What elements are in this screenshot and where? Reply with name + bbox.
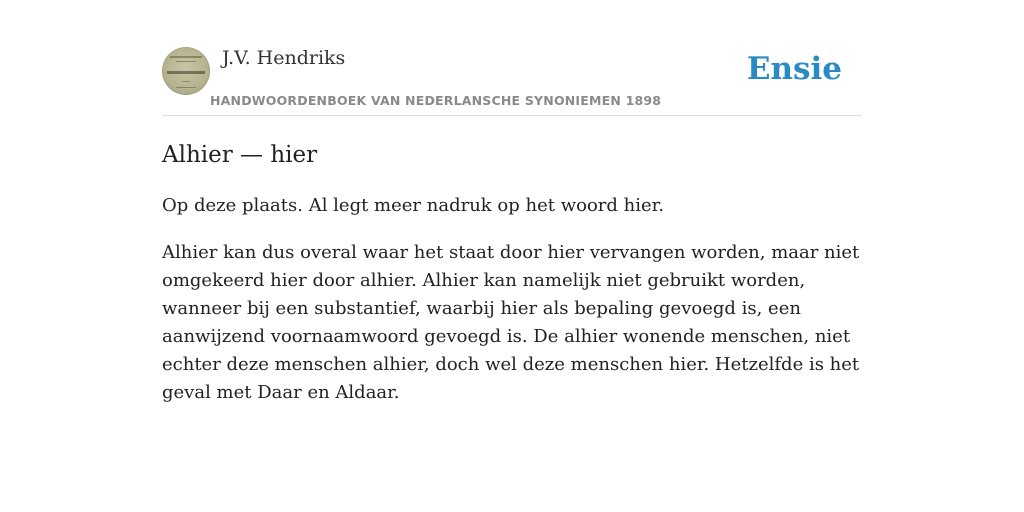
header bbox=[162, 0, 862, 116]
content-container bbox=[162, 0, 862, 403]
entry-paragraph-explanation: Alhier kan dus overal waar het staat door hier vervangen worden, maar niet omgekeerd hier door alhier. Alhier kan namelijk niet gebruikt worden, wanneer bij een substantief, waarbij hier als bepaling gevoegd is, een aanwijzend voornaamwoord gevoegd is. De alhier wonende menschen, niet echter deze menschen alhier, doch wel deze menschen hier. Hetzelfde is het geval met Daar en Aldaar. bbox=[162, 242, 860, 403]
entry-body bbox=[162, 192, 862, 426]
author-name[interactable]: J.V. Hendriks bbox=[222, 47, 346, 69]
entry-paragraph-definition: Op deze plaats. Al legt meer nadruk op het woord hier. bbox=[162, 195, 664, 216]
book-cover-avatar[interactable] bbox=[162, 47, 210, 95]
source-title[interactable]: HANDWOORDENBOEK VAN NEDERLANSCHE SYNONIEMEN 1898 bbox=[210, 93, 662, 108]
ensie-logo[interactable]: Ensie bbox=[746, 51, 842, 87]
entry-title: Alhier — hier bbox=[162, 142, 318, 168]
